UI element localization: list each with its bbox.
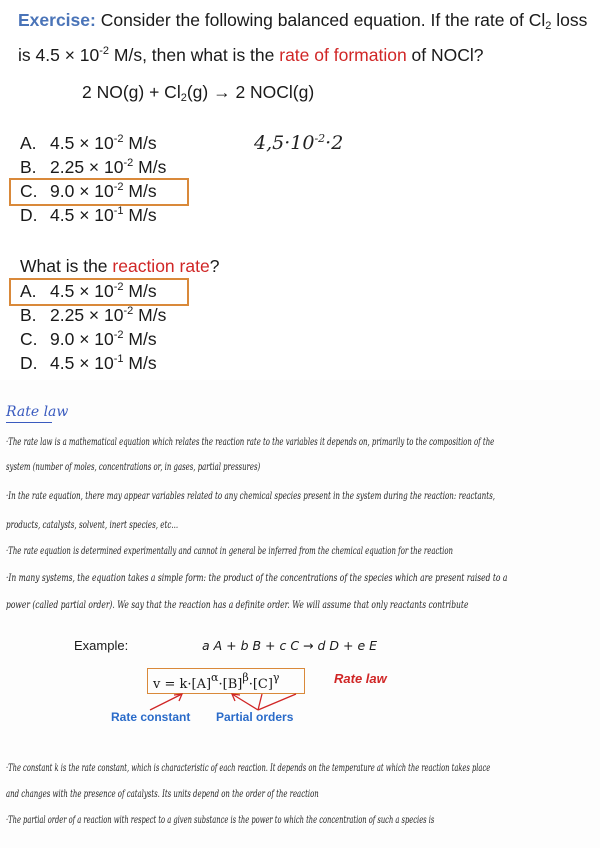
option-unit: M/s xyxy=(123,205,157,225)
option-value: 4.5 × 10 xyxy=(50,205,114,225)
order-alpha: α xyxy=(211,671,219,684)
option-value: 9.0 × 10 xyxy=(50,181,114,201)
option-letter: A. xyxy=(20,281,37,301)
note-line: power (called partial order). We say that the reaction has a definite order. We will assume that only reactants contribute xyxy=(6,599,469,611)
rate-law-text: ·[B] xyxy=(218,677,243,692)
q1-option-b[interactable] xyxy=(20,157,166,178)
rate-constant-label: Rate constant xyxy=(111,710,191,724)
rate-law-label: Rate law xyxy=(334,671,387,686)
option-value: 4.5 × 10 xyxy=(50,353,114,373)
option-letter: C. xyxy=(20,329,38,349)
q1-option-d[interactable] xyxy=(20,205,157,226)
note-line: products, catalysts, solvent, inert species, etc... xyxy=(6,519,179,531)
rate-law-text: ·[C] xyxy=(248,677,273,692)
rate-law-expression xyxy=(153,671,280,692)
equation-right: (g) → 2 NOCl(g) xyxy=(186,82,315,102)
notes-area xyxy=(0,380,600,848)
q2-answer-box xyxy=(9,278,189,306)
arrow-partial-orders-2 xyxy=(258,694,262,710)
note-line: and changes with the presence of catalysts. Its units depend on the order of the reaction xyxy=(6,788,319,800)
note-line: ·The rate equation is determined experimentally and cannot in general be inferred from the chemical equation for the reaction xyxy=(6,545,453,557)
exponent: -2 xyxy=(314,132,326,145)
partial-orders-label: Partial orders xyxy=(216,710,294,724)
option-letter: A. xyxy=(20,133,37,153)
q1-answer-box xyxy=(9,178,189,206)
exercise-label: Exercise: xyxy=(18,10,96,30)
q2-option-b[interactable] xyxy=(20,305,166,326)
option-value: 4.5 × 10 xyxy=(50,281,114,301)
exercise-text: loss is 4.5 × 10 xyxy=(18,10,588,65)
notes-heading: Rate law xyxy=(6,404,69,420)
order-gamma: γ xyxy=(272,671,280,684)
arrow-rate-constant xyxy=(150,694,182,710)
option-letter: B. xyxy=(20,157,37,177)
handwritten-calculation xyxy=(254,132,343,154)
question-text: What is the xyxy=(20,256,113,276)
exercise-text: M/s, then what is the xyxy=(109,45,280,65)
option-value: 9.0 × 10 xyxy=(50,329,114,349)
option-letter: D. xyxy=(20,205,38,225)
question2-prompt xyxy=(20,256,219,277)
note-line: ·In the rate equation, there may appear variables related to any chemical species present in the system during the reaction: reactants, xyxy=(6,490,496,502)
q1-option-a[interactable] xyxy=(20,133,157,154)
option-unit: M/s xyxy=(123,133,157,153)
example-reaction: a A + b B + c C → d D + e E xyxy=(202,638,378,653)
exponent: -2 xyxy=(113,133,124,145)
note-line: ·In many systems, the equation takes a simple form: the product of the concentrations of the species which are present raised to a xyxy=(6,572,508,584)
arrow-partial-orders-1 xyxy=(232,694,258,710)
option-unit: M/s xyxy=(133,157,167,177)
calc-text: ·2 xyxy=(325,132,344,154)
example-label: Example: xyxy=(74,638,129,653)
exponent: -1 xyxy=(113,205,124,217)
option-letter: C. xyxy=(20,181,38,201)
exponent: -2 xyxy=(113,181,124,193)
option-unit: M/s xyxy=(123,353,157,373)
option-unit: M/s xyxy=(123,329,157,349)
note-line: system (number of moles, concentrations or, in gases, partial pressures) xyxy=(6,461,261,473)
exponent: -2 xyxy=(99,45,110,57)
option-value: 2.25 × 10 xyxy=(50,305,124,325)
rate-of-formation-highlight: rate of formation xyxy=(279,45,407,65)
balanced-equation xyxy=(82,82,314,104)
q2-option-c[interactable] xyxy=(20,329,157,350)
subscript: 2 xyxy=(180,92,187,104)
reaction-rate-highlight: reaction rate xyxy=(112,256,210,276)
equation-left: 2 NO(g) + Cl xyxy=(82,82,181,102)
calc-text: 4,5·10 xyxy=(254,132,315,154)
subscript: 2 xyxy=(545,20,552,32)
arrow-partial-orders-3 xyxy=(258,694,296,710)
question-text: ? xyxy=(209,256,220,276)
option-letter: B. xyxy=(20,305,37,325)
heading-underline xyxy=(6,422,52,423)
option-unit: M/s xyxy=(133,305,167,325)
note-line: ·The partial order of a reaction with respect to a given substance is the power to which the concentration of such a species is xyxy=(6,814,435,826)
exponent: -2 xyxy=(113,281,124,293)
order-beta: β xyxy=(242,671,249,684)
exponent: -2 xyxy=(123,305,134,317)
option-letter: D. xyxy=(20,353,38,373)
exponent: -1 xyxy=(113,353,124,365)
option-unit: M/s xyxy=(123,181,157,201)
note-line: ·The constant k is the rate constant, which is characteristic of each reaction. It depends on the temperature at which the reaction takes place xyxy=(6,762,491,774)
exercise-text: of NOCl? xyxy=(406,45,484,65)
rate-law-text: v = k·[A] xyxy=(153,677,212,692)
exponent: -2 xyxy=(113,329,124,341)
option-value: 2.25 × 10 xyxy=(50,157,124,177)
exercise-statement xyxy=(18,8,590,68)
exercise-text: Consider the following balanced equation. If the rate of Cl xyxy=(95,10,546,30)
exponent: -2 xyxy=(123,157,134,169)
annotation-arrows xyxy=(140,690,320,712)
q2-option-d[interactable] xyxy=(20,353,157,374)
option-value: 4.5 × 10 xyxy=(50,133,114,153)
note-line: ·The rate law is a mathematical equation which relates the reaction rate to the variables it depends on, primarily to the composition of the xyxy=(6,436,495,448)
option-unit: M/s xyxy=(123,281,157,301)
